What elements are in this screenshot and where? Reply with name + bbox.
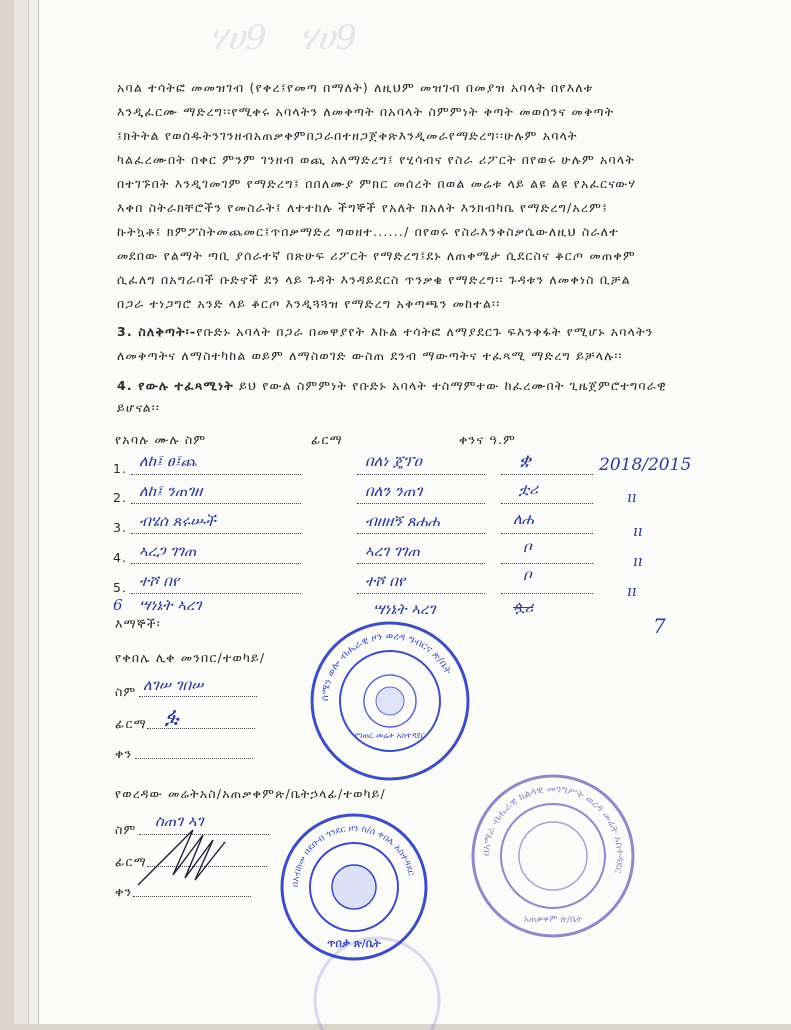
section-4-line-1: ይህ የውል ስምምነት የቡድኑ አባላት ተስማምተው ከፈረሙበት ጊዜጀምሮተግባራዊ (239, 378, 667, 393)
kebele-signature: ፏ (165, 704, 179, 729)
name-line (131, 503, 301, 504)
section-3-label: 3. ስለቅጣት፡- (117, 324, 197, 339)
member-name-handwritten: ለከ፤ ፀ፤ጨ (139, 452, 197, 470)
member-mark: ቦ (523, 566, 532, 584)
svg-text:ሰሜን ወሎ ብሔራዊ ዞን ወረዳ ግብርና ጽ/ቤት: ሰሜን ወሎ ብሔራዊ ዞን ወረዳ ግብርና ጽ/ቤት (319, 630, 454, 702)
member-name-handwritten: ብሄሰ ጸሩሡች (139, 512, 216, 530)
header-member-name: የአባሉ ሙሉ ስም (115, 432, 207, 447)
kebele-date-label: ቀን (115, 746, 133, 761)
kebele-name-handwritten: ለገሠ ገበሠ (143, 676, 204, 694)
name-line (131, 474, 301, 475)
office-date-label: ቀን (115, 884, 133, 899)
section-3-line-1: የቡድኑ አባላት በጋራ በመዋያየት እኩል ተሳትፎ ለማያደርጉ ፍእንቅፋት የሚሆኑ አባላትን (196, 324, 654, 339)
row-number: 6 (113, 596, 123, 614)
member-signature: ኣረገ ገገጠ (365, 542, 420, 560)
section-4 (117, 378, 667, 394)
member-mark: ቋ (519, 450, 532, 471)
member-date: ıı (633, 522, 643, 540)
kebele-name-label: ስም (115, 684, 137, 699)
name-line (131, 593, 301, 594)
svg-text:የገጠር መሬት አስተዳደር: የገጠር መሬት አስተዳደር (354, 731, 426, 740)
paragraph-line: ፤ክትትል የወሰዱትንገንዘብአጠቃቀምበጋራበተዘጋጀቅጽእንዲመራየማድረግ፡፡ሁሉም አባላት (117, 128, 578, 143)
signature-line (357, 474, 485, 475)
bleed-through-mark: ሃሀ9 ሃሀ9 (209, 18, 357, 58)
name-line (131, 533, 301, 534)
kebele-sign-label: ፊርማ (115, 716, 147, 731)
office-date-line (133, 896, 251, 897)
member-date: ıı (633, 552, 643, 570)
date-line (501, 533, 593, 534)
svg-text:በአማራ ብሔራዊ ክልላዊ መንግሥት ወረዳ መሬት አ: በአማራ ብሔራዊ ክልላዊ መንግሥት ወረዳ መሬት አስተዳደር (480, 783, 626, 875)
witnesses-label: እማኞች፡ (115, 616, 161, 631)
member-mark: ለሐ (513, 510, 534, 528)
member-name-handwritten: ኣረጋ ገገጠ (139, 542, 197, 560)
signature-line (357, 533, 485, 534)
name-line (131, 563, 301, 564)
svg-text:በአብክመ በደቡብ ጎንደር ዞን ስ/ሰ ቀበሌ አስተ: በአብክመ በደቡብ ጎንደር ዞን ስ/ሰ ቀበሌ አስተዳደር (290, 823, 416, 888)
member-date: 7 (653, 614, 666, 638)
office-sign-label: ፊርማ (115, 854, 147, 869)
svg-text:አጠቃቀም ጽ/ቤት: አጠቃቀም ጽ/ቤት (523, 915, 583, 925)
paragraph-line: ካልፈረሙበት በቀር ምንም ገንዘብ ወጪ አለማድረግ፤ የሂሳብና የስራ ሪፖርት በየወሩ ሁሉም አባላት (117, 152, 635, 167)
seal-stamp-right (469, 772, 637, 940)
kebele-date-line (135, 758, 253, 759)
paragraph-line: በጋራ ተነጋግሮ አንድ ላይ ቆርጦ እንዲጓጓዝ የማድረግ አቅጣጫን መከተል፡፡ (117, 296, 501, 311)
member-signature: በለን ንጠገ (365, 482, 423, 500)
paragraph-line: አባል ተሳትፎ መመዝገብ (የቀረ፤የመጣ በማለት) ለዚህም መዝገብ በመያዝ አባላት በየእለቱ (117, 80, 594, 95)
kebele-sign-line (147, 728, 255, 729)
section-3 (117, 324, 654, 340)
paragraph-line: ሲፈለግ በአግራባች ቡድኖች ደን ላይ ጉዳት እንዳይደርስ ጥንቃቄ የማድረግ፡፡ ጉዳቱን ለመቀነስ ቢቻል (117, 272, 631, 287)
paragraph-line: እንዲፈርሙ ማድረግ፡፡የሚቀሩ አባላትን ለመቅጣት በአባላት ስምምነት ቅጣት መወሰንና መቅጣት (117, 104, 615, 119)
header-date: ቀንና ዓ.ም (459, 432, 516, 447)
kebele-title: የቀበሌ ሊቀ መንበር/ተወካይ/ (115, 650, 266, 665)
section-4-line-2: ይሆናል፡፡ (117, 400, 161, 415)
member-date: ıı (627, 582, 637, 600)
member-name-handwritten: ተሾ በየ (139, 572, 180, 590)
member-signature: ተሾ በየ (365, 572, 406, 590)
faded-stamp (307, 930, 447, 1030)
date-line (501, 474, 593, 475)
paragraph-line: ኩትኳቶ፤ ክምፖስትመጨመር፤ጥበቃማድረ ግወዘተ....../ በየወሩ የስራእንቅስቃሴውለዚህ ስራለተ (117, 224, 619, 239)
paragraph-line: በተገኙበት እንዲገመገም የማድረግ፤ በበለሙያ ምክር መሰረት በወል መሬቱ ላይ ልዩ ልዩ የአፈርናውሃ (117, 176, 637, 191)
row-number: 2. (113, 490, 128, 505)
member-signature: ሣነኔት ኣረገ (373, 600, 436, 618)
member-signature: በለነ ጄፕዐ (365, 452, 422, 470)
header-signature: ፊርማ (311, 432, 343, 447)
date-line (501, 593, 593, 594)
office-signature-scribble (133, 820, 233, 890)
member-mark: ቦ (523, 538, 532, 556)
member-mark: ጷሪ (513, 598, 534, 616)
signature-line (357, 503, 485, 504)
signature-line (357, 593, 485, 594)
section-3-line-2: ለመቅጣትና ለማስተካከል ወይም ለማስወገድ ውስጠ ደንብ ማውጣትና ተፈጻሚ ማድረግ ይቻላሉ፡፡ (117, 348, 623, 363)
office-name-handwritten: ስጠገ ኣገ (155, 812, 204, 830)
member-mark: ቷሪ (519, 480, 539, 498)
paragraph-line: እቀበ ስትራክቸሮችን የመስራት፤ ለተተከሉ ችግኞች የአለት ክአለት እንክብካቤ የማድረግ/አረም፤ (117, 200, 609, 215)
member-date: 2018/2015 (599, 455, 692, 475)
row-number: 5. (113, 580, 128, 595)
svg-text:ጥበቃ ጽ/ቤት: ጥበቃ ጽ/ቤት (327, 937, 381, 950)
member-signature: ብዘዘኝ ጸሐሐ (365, 512, 440, 530)
row-number: 1. (113, 461, 128, 476)
row-number: 3. (113, 520, 128, 535)
kebele-name-line (139, 696, 257, 697)
member-name-handwritten: ሣነኔት ኣረገ (139, 596, 202, 614)
signature-line (357, 563, 485, 564)
section-4-label: 4. የውሉ ተፈጻሚነት (117, 378, 234, 393)
office-title: የወረዳው መሬትአስ/አጠቃቀምጽ/ቤትኃላፊ/ተወካይ/ (115, 786, 386, 801)
date-line (501, 563, 593, 564)
row-number: 4. (113, 550, 128, 565)
member-date: ıı (627, 488, 637, 506)
date-line (501, 503, 593, 504)
seal-stamp-top (309, 620, 471, 782)
member-name-handwritten: ለከ፤ ንጠገዘ (139, 482, 203, 500)
paragraph-line: መደበው የልማት ጣቢ ያሰራተኛ በጽሁፍ ሪፖርት የማድረግ፤ደኑ ለጠቀሜታ ሲደርስና ቆርጦ መጠቀም (117, 248, 636, 263)
document-page (38, 0, 791, 1024)
office-name-label: ስም (115, 822, 137, 837)
